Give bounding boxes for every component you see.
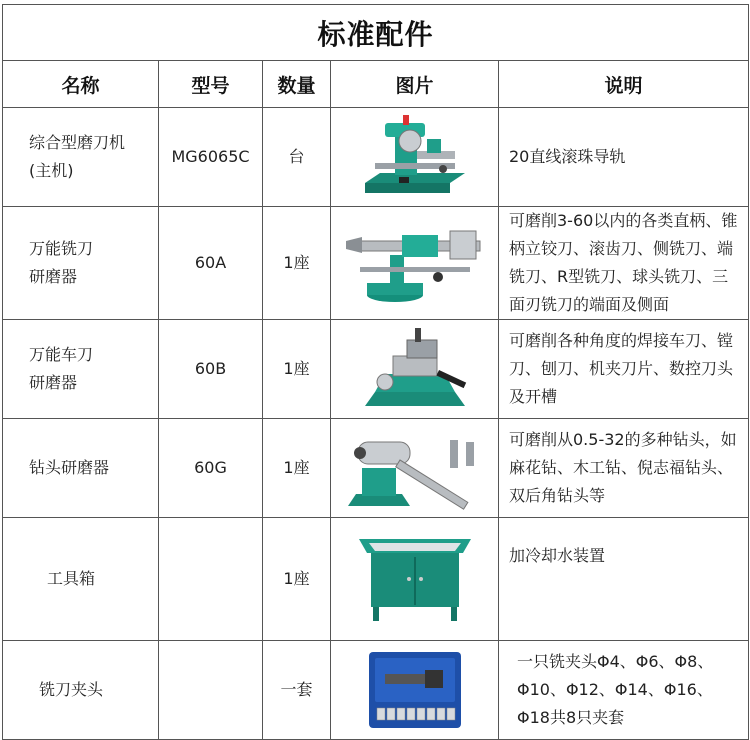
table-row — [3, 108, 749, 207]
grinder-main-machine-image — [355, 111, 475, 203]
cell-name — [3, 320, 159, 419]
cell-name — [3, 518, 159, 641]
drill-bit-grinder-image — [340, 422, 490, 514]
cell-model: 60G — [159, 419, 263, 518]
cell-description: 可磨削3-60以内的各类直柄、锥柄立铰刀、滚齿刀、侧铣刀、端铣刀、R型铣刀、球头铣刀、三面刃铣刀的端面及侧面 — [499, 207, 749, 320]
cell-quantity: 1座 — [263, 320, 331, 419]
item-name: 万能铣刀 研磨器 — [29, 239, 94, 286]
cell-model: MG6065C — [159, 108, 263, 207]
cell-quantity: 台 — [263, 108, 331, 207]
cell-description: 可磨削从0.5-32的多种钻头，如麻花钻、木工钻、倪志福钻头、双后角钻头等 — [499, 419, 749, 518]
table-row — [3, 518, 749, 641]
item-name: 万能车刀 研磨器 — [29, 345, 94, 392]
cell-name — [3, 207, 159, 320]
item-name: 钻头研磨器 — [29, 458, 110, 477]
item-name: 铣刀夹头 — [39, 680, 104, 699]
cell-quantity: 1座 — [263, 518, 331, 641]
header-name: 名称 — [3, 61, 159, 108]
cell-description: 可磨削各种角度的焊接车刀、镗刀、刨刀、机夹刀片、数控刀头及开槽 — [499, 320, 749, 419]
lathe-tool-grinder-image — [345, 322, 485, 416]
header-model: 型号 — [159, 61, 263, 108]
cell-image — [331, 108, 499, 207]
cell-name — [3, 419, 159, 518]
cell-image — [331, 518, 499, 641]
cell-quantity: 1座 — [263, 207, 331, 320]
table-row — [3, 207, 749, 320]
milling-cutter-grinder-image — [340, 217, 490, 309]
cell-model: 60B — [159, 320, 263, 419]
cell-image — [331, 419, 499, 518]
cell-quantity: 一套 — [263, 641, 331, 740]
table-row — [3, 641, 749, 740]
cell-model: 60A — [159, 207, 263, 320]
cell-name — [3, 641, 159, 740]
standard-accessories-table — [2, 4, 749, 740]
cell-description: 20直线滚珠导轨 — [499, 108, 749, 207]
item-name: 综合型磨刀机 (主机) — [29, 133, 126, 180]
table-row — [3, 320, 749, 419]
cell-image — [331, 207, 499, 320]
cell-quantity: 1座 — [263, 419, 331, 518]
item-name: 工具箱 — [47, 569, 96, 588]
cell-description: 加冷却水装置 — [499, 518, 749, 641]
header-row — [3, 61, 749, 108]
tool-cabinet-image — [355, 533, 475, 625]
cell-image — [331, 320, 499, 419]
header-quantity: 数量 — [263, 61, 331, 108]
header-image: 图片 — [331, 61, 499, 108]
cell-image — [331, 641, 499, 740]
cell-name — [3, 108, 159, 207]
table-title: 标准配件 — [3, 5, 749, 61]
table-row — [3, 419, 749, 518]
cell-description: 一只铣夹头Φ4、Φ6、Φ8、Φ10、Φ12、Φ14、Φ16、Φ18共8只夹套 — [499, 641, 749, 740]
collet-chuck-case-image — [365, 644, 465, 736]
cell-model — [159, 641, 263, 740]
cell-model — [159, 518, 263, 641]
header-description: 说明 — [499, 61, 749, 108]
